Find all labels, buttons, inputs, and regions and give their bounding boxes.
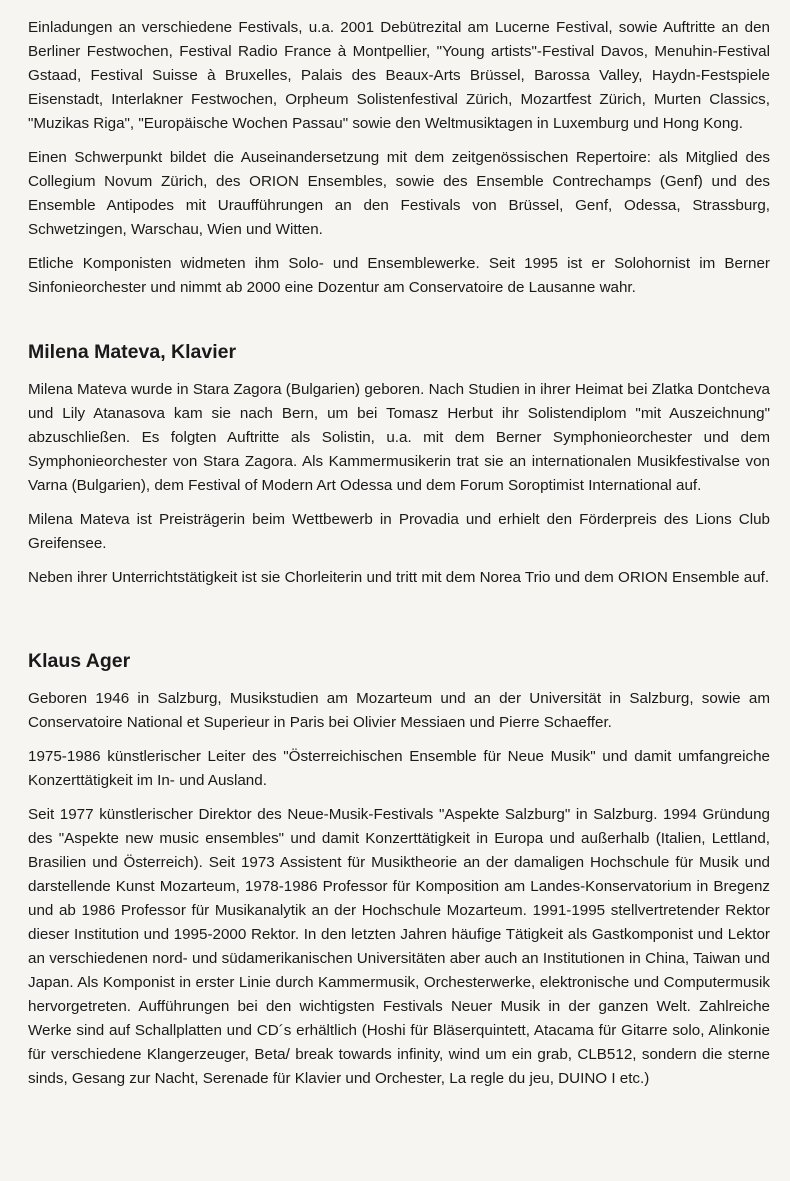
milena-paragraph-teaching: Neben ihrer Unterrichtstätigkeit ist sie Chorleiterin und tritt mit dem Norea Trio und dem ORION Ensemble auf. [28, 569, 770, 586]
milena-paragraph-biography: Milena Mateva wurde in Stara Zagora (Bulgarien) geboren. Nach Studien in ihrer Heimat bei Zlatka Dontcheva und Lily Atanasova kam sie nach Bern, um bei Tomasz Herbut ihr Solistendiplom "mit Auszeichnung" abzuschließen. Es folgten Auftritte als Solistin, u.a. mit dem Berner Symphonieorchester und dem Symphonieorchester von Stara Zagora. Als Kammermusikerin trat sie an internationalen Musikfestivalse von Varna (Bulgarien), dem Festival of Modern Art Odessa und dem Forum Soroptimist International auf. [28, 381, 770, 494]
klaus-paragraph-career: Seit 1977 künstlerischer Direktor des Neue-Musik-Festivals "Aspekte Salzburg" in Salzburg. 1994 Gründung des "Aspekte new music ensembles" und damit Konzerttätigkeit in Europa und außerhalb (Italien, Lettland, Brasilien und Österreich). Seit 1973 Assistent für Musiktheorie an der damaligen Hochschule für Musik und darstellende Kunst Mozarteum, 1978-1986 Professor für Komposition am Landes-Konservatorium in Bregenz und ab 1986 Professor für Musikanalytik an der Hochschule Mozarteum. 1991-1995 stellvertretender Rektor dieser Institution und 1995-2000 Rektor. In den letzten Jahren häufige Tätigkeit als Gastkomponist und Lektor an verschiedenen nord- und südamerikanischen Universitäten aber auch an Institutionen in China, Taiwan und Japan. Als Komponist in erster Linie durch Kammermusik, Orchesterwerke, elektronische und Computermusik hervorgetreten. Aufführungen bei den wichtigsten Festivals Neuer Musik in der ganzen Welt. Zahlreiche Werke sind auf Schallplatten und CD´s erhältlich (Hoshi für Bläserquintett, Atacama für Gitarre solo, Alinkonie für verschiedene Klangerzeuger, Beta/ break towards infinity, wind um ein grab, CLB512, sondern die sterne sinds, Gesang zur Nacht, Serenade für Klavier und Orchester, La regle du jeu, DUINO I etc.) [28, 806, 770, 1087]
intro-paragraph-composers: Etliche Komponisten widmeten ihm Solo- und Ensemblewerke. Seit 1995 ist er Solohornist im Berner Sinfonieorchester und nimmt ab 2000 eine Dozentur am Conservatoire de Lausanne wahr. [28, 255, 770, 296]
intro-paragraph-festivals: Einladungen an verschiedene Festivals, u.a. 2001 Debütrezital am Lucerne Festival, sowie Auftritte an den Berliner Festwochen, Festival Radio France à Montpellier, "Young artists"-Festival Davos, Menuhin-Festival Gstaad, Festival Suisse à Bruxelles, Palais des Beaux-Arts Brüssel, Barossa Valley, Haydn-Festspiele Eisenstadt, Interlakner Festwochen, Orpheum Solistenfestival Zürich, Mozartfest Zürich, Murten Classics, "Muzikas Riga", "Europäische Wochen Passau" sowie den Weltmusiktagen in Luxemburg und Hong Kong. [28, 19, 770, 132]
intro-paragraph-repertoire: Einen Schwerpunkt bildet die Auseinandersetzung mit dem zeitgenössischen Repertoire: als Mitglied des Collegium Novum Zürich, des ORION Ensembles, sowie des Ensemble Contrechamps (Genf) und des Ensemble Antipodes mit Uraufführungen an den Festivals von Brüssel, Genf, Odessa, Strassburg, Schwetzingen, Warschau, Wien und Witten. [28, 149, 770, 238]
milena-mateva-section [28, 340, 770, 590]
klaus-ager-section [28, 649, 770, 1091]
document-page [28, 16, 770, 1101]
klaus-paragraph-ensemble: 1975-1986 künstlerischer Leiter des "Österreichischen Ensemble für Neue Musik" und damit umfangreiche Konzerttätigkeit im In- und Ausland. [28, 748, 770, 789]
klaus-paragraph-birth: Geboren 1946 in Salzburg, Musikstudien am Mozarteum und an der Universität in Salzburg, sowie am Conservatoire National et Superieur in Paris bei Olivier Messiaen und Pierre Schaeffer. [28, 690, 770, 731]
milena-paragraph-award: Milena Mateva ist Preisträgerin beim Wettbewerb in Provadia und erhielt den Förderpreis des Lions Club Greifensee. [28, 511, 770, 552]
intro-section [28, 16, 770, 300]
milena-mateva-heading: Milena Mateva, Klavier [28, 341, 237, 363]
klaus-ager-heading: Klaus Ager [28, 650, 131, 672]
